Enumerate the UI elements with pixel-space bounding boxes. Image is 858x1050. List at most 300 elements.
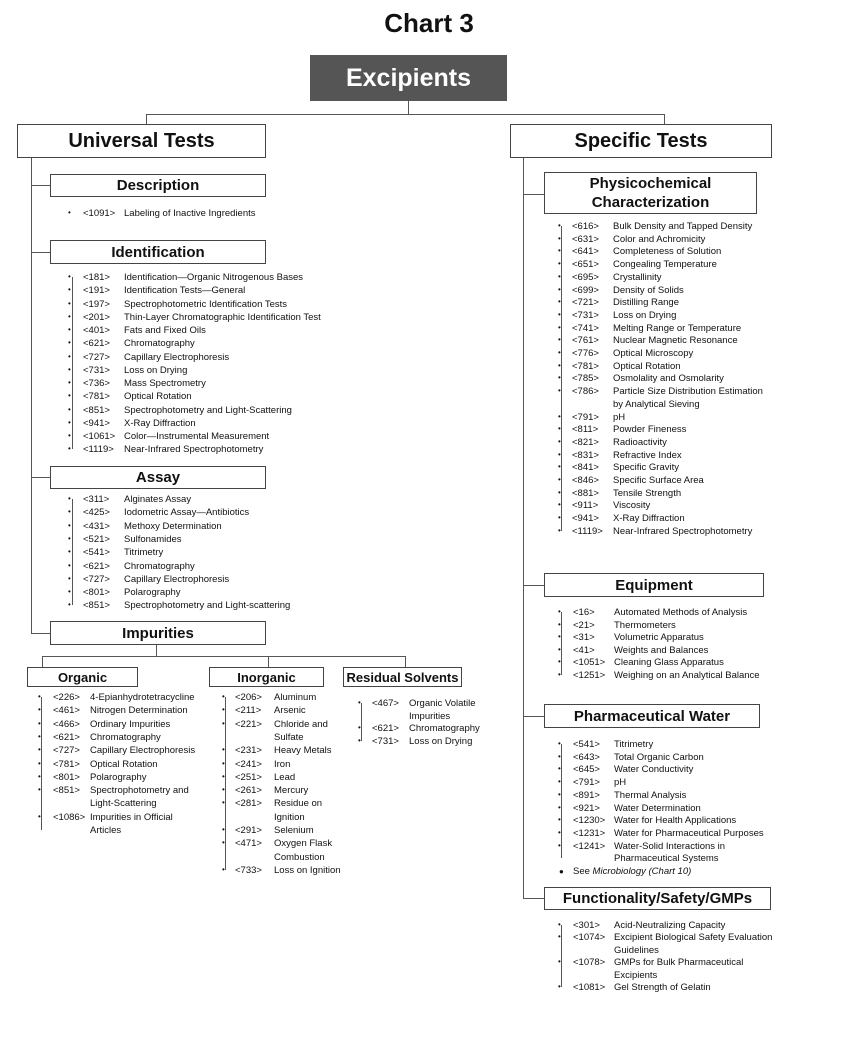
test-code: <541>	[573, 739, 600, 750]
test-code: <851>	[83, 404, 110, 416]
bullet: •	[558, 462, 561, 472]
test-code: <721>	[572, 297, 599, 309]
test-code: <851>	[53, 785, 80, 797]
bullet: •	[68, 311, 71, 321]
test-name: X-Ray Diffraction	[124, 417, 196, 429]
test-code: <16>	[573, 607, 595, 618]
bullet: ●	[559, 867, 564, 876]
list-connector-line	[72, 277, 73, 449]
test-name: Organic Volatile	[409, 698, 476, 709]
connector	[42, 656, 43, 667]
connector	[31, 477, 50, 478]
test-name: GMPs for Bulk Pharmaceutical	[614, 957, 744, 969]
test-name: Aluminum	[274, 692, 317, 703]
bullet: •	[558, 436, 561, 446]
test-code: <1231>	[573, 827, 606, 839]
test-name: Melting Range or Temperature	[613, 322, 742, 334]
test-code: <741>	[572, 322, 599, 334]
functionality-header: Functionality/Safety/GMPs	[544, 887, 771, 910]
test-name: Chromatography	[124, 560, 195, 572]
connector	[523, 716, 544, 717]
physicochemical-header	[544, 172, 757, 214]
test-name: Optical Rotation	[613, 360, 681, 372]
test-code: <891>	[573, 789, 600, 801]
impurities-header: Impurities	[50, 621, 266, 645]
test-code: <21>	[573, 619, 595, 631]
test-code: <231>	[235, 745, 262, 757]
bullet: •	[558, 827, 561, 837]
test-code: <791>	[573, 777, 600, 789]
test-name: Near-Infrared Spectrophotometry	[613, 525, 753, 537]
test-code: <781>	[83, 391, 110, 403]
specific-tests-header: Specific Tests	[510, 124, 772, 158]
bullet: •	[38, 692, 41, 701]
connector	[146, 114, 147, 124]
bullet: •	[68, 573, 71, 583]
test-name: Loss on Drying	[613, 309, 677, 321]
test-code: <311>	[83, 494, 110, 505]
test-code: <651>	[572, 259, 599, 271]
bullet: •	[558, 657, 561, 667]
test-name: Thin-Layer Chromatographic Identification Test	[124, 311, 321, 323]
universal-tests-header: Universal Tests	[17, 124, 266, 158]
bullet: •	[222, 745, 225, 755]
test-code: <731>	[572, 309, 599, 321]
test-code: <731>	[83, 364, 110, 376]
test-code: <733>	[235, 864, 262, 876]
connector	[664, 114, 665, 124]
test-code: <1051>	[573, 657, 606, 669]
test-code: <941>	[83, 417, 110, 429]
test-name: Congealing Temperature	[613, 259, 717, 271]
bullet: •	[38, 705, 41, 715]
bullet: •	[558, 360, 561, 370]
bullet: •	[358, 698, 361, 707]
test-name: Specific Surface Area	[613, 475, 704, 486]
test-code: <841>	[572, 462, 599, 474]
test-code: <281>	[235, 798, 262, 810]
test-code: <31>	[573, 632, 595, 644]
test-code: <1251>	[573, 670, 606, 681]
bullet: •	[222, 692, 225, 701]
test-code: <261>	[235, 785, 262, 797]
test-code: <1061>	[83, 431, 116, 442]
test-code: <727>	[83, 351, 110, 363]
bullet: •	[358, 723, 361, 733]
inorganic-header: Inorganic	[209, 667, 324, 687]
test-name: Impurities in Official	[90, 811, 173, 823]
bullet: •	[558, 670, 561, 679]
bullet: •	[558, 957, 561, 967]
bullet: •	[558, 411, 561, 421]
test-code: <736>	[83, 378, 110, 389]
bullet: •	[558, 284, 561, 294]
test-code: <1230>	[573, 815, 606, 827]
test-name: Cleaning Glass Apparatus	[614, 657, 724, 669]
list-connector-line	[41, 697, 42, 830]
test-name: Total Organic Carbon	[614, 751, 704, 763]
bullet: •	[558, 525, 561, 535]
test-code: <41>	[573, 644, 595, 656]
root-node-excipients: Excipients	[310, 55, 507, 101]
chart-title: Chart 3	[384, 8, 474, 38]
test-code: <251>	[235, 771, 262, 783]
bullet: •	[222, 798, 225, 808]
test-name: Oxygen Flask	[274, 838, 333, 850]
test-code: <541>	[83, 547, 110, 559]
test-name: Ignition	[274, 811, 305, 823]
bullet: •	[558, 840, 561, 850]
bullet: •	[68, 494, 71, 503]
test-name: Water Determination	[614, 802, 701, 814]
bullet: •	[68, 325, 71, 334]
bullet: •	[68, 520, 71, 530]
test-name: Weighing on an Analytical Balance	[614, 670, 760, 681]
test-name: Weights and Balances	[614, 644, 709, 656]
test-name: Viscosity	[613, 500, 651, 512]
connector	[156, 645, 157, 656]
bullet: •	[68, 533, 71, 543]
test-name: Loss on Ignition	[274, 864, 341, 876]
test-code: <645>	[573, 764, 600, 776]
connector	[405, 656, 406, 667]
bullet: •	[558, 920, 561, 929]
test-code: <785>	[572, 373, 599, 385]
identification-header: Identification	[50, 240, 266, 264]
bullet: •	[68, 272, 71, 281]
test-name: Identification Tests—General	[124, 285, 246, 297]
test-name: Residue on	[274, 798, 323, 810]
test-name: Near-Infrared Spectrophotometry	[124, 444, 264, 456]
test-code: <425>	[83, 507, 110, 519]
test-name: Automated Methods of Analysis	[614, 607, 748, 618]
test-code: <881>	[572, 487, 599, 499]
test-name: Articles	[90, 825, 122, 836]
test-name: Sulfate	[274, 731, 304, 743]
test-name: Alginates Assay	[124, 494, 192, 505]
test-name: Polarography	[90, 771, 147, 783]
test-code: <801>	[53, 771, 80, 783]
physicochemical-title-line2: Characterization	[591, 194, 710, 211]
test-name: Acid-Neutralizing Capacity	[614, 920, 726, 931]
test-code: <941>	[572, 513, 599, 525]
bullet: •	[38, 731, 41, 741]
test-code: <181>	[83, 272, 110, 283]
test-name: Color—Instrumental Measurement	[124, 431, 270, 442]
bullet: •	[558, 739, 561, 748]
bullet: •	[558, 386, 561, 396]
test-name: Capillary Electrophoresis	[124, 351, 230, 363]
bullet: •	[222, 705, 225, 715]
test-name: Capillary Electrophoresis	[90, 745, 196, 757]
test-code: <911>	[572, 500, 599, 512]
test-code: <781>	[572, 360, 599, 372]
bullet: •	[68, 338, 71, 348]
test-code: <616>	[572, 221, 599, 232]
test-code: <241>	[235, 758, 262, 770]
list-connector-line	[72, 499, 73, 605]
test-name: Water for Health Applications	[614, 815, 737, 827]
test-code: <467>	[372, 698, 399, 709]
test-code: <521>	[83, 533, 110, 545]
test-code: <727>	[53, 745, 80, 757]
bullet: •	[558, 982, 561, 991]
test-name: Gel Strength of Gelatin	[614, 982, 711, 993]
bullet: •	[558, 487, 561, 497]
test-name: Loss on Drying	[124, 364, 188, 376]
test-code: <781>	[53, 758, 80, 770]
test-name: Optical Rotation	[90, 758, 158, 770]
test-code: <695>	[572, 271, 599, 283]
list-connector-line	[561, 226, 562, 531]
bullet: •	[68, 417, 71, 427]
test-code: <621>	[372, 723, 399, 735]
list-connector-line	[561, 612, 562, 675]
bullet: •	[558, 644, 561, 654]
test-code: <1119>	[572, 525, 603, 537]
bullet: •	[68, 507, 71, 517]
test-name: Polarography	[124, 587, 181, 599]
test-name: pH	[613, 411, 626, 423]
bullet: •	[38, 811, 41, 821]
test-name: Density of Solids	[613, 284, 684, 296]
test-name: Fats and Fixed Oils	[124, 325, 206, 336]
test-name: Spectrophotometry and Light-Scattering	[124, 404, 292, 416]
test-name: Iodometric Assay—Antibiotics	[124, 507, 250, 519]
test-name: Water Conductivity	[614, 764, 694, 776]
bullet: •	[558, 259, 561, 269]
bullet: •	[68, 587, 71, 597]
test-name: Nitrogen Determination	[90, 705, 188, 717]
bullet: •	[558, 221, 561, 230]
test-code: <221>	[235, 718, 262, 730]
bullet: •	[558, 475, 561, 484]
test-code: <621>	[53, 731, 80, 743]
bullet: •	[558, 932, 561, 942]
bullet: •	[68, 298, 71, 308]
test-name: Chromatography	[90, 731, 161, 743]
bullet: •	[558, 815, 561, 825]
bullet: •	[558, 500, 561, 510]
bullet: •	[38, 718, 41, 728]
test-code: <466>	[53, 718, 80, 730]
test-name: Titrimetry	[124, 547, 164, 559]
bullet: •	[558, 233, 561, 243]
bullet: •	[558, 777, 561, 787]
test-name: Capillary Electrophoresis	[124, 573, 230, 585]
list-connector-line	[225, 697, 226, 870]
bullet: •	[222, 758, 225, 768]
bullet: •	[68, 431, 71, 440]
test-code: <643>	[573, 751, 600, 763]
bullet: •	[558, 373, 561, 383]
test-name: Loss on Drying	[409, 735, 473, 747]
test-name: Combustion	[274, 851, 325, 863]
test-code: <801>	[83, 587, 110, 599]
bullet: •	[558, 348, 561, 357]
test-name: Powder Fineness	[613, 424, 687, 436]
assay-header: Assay	[50, 466, 266, 489]
test-code: <731>	[372, 735, 399, 747]
bullet: •	[68, 378, 71, 387]
bullet: •	[558, 764, 561, 774]
test-name: Specific Gravity	[613, 462, 679, 474]
connector	[31, 252, 50, 253]
test-code: <786>	[572, 386, 599, 398]
test-name: Labeling of Inactive Ingredients	[124, 208, 256, 219]
bullet: •	[222, 785, 225, 795]
test-code: <921>	[573, 802, 600, 814]
test-code: <1078>	[573, 957, 606, 969]
test-code: <1086>	[53, 811, 86, 823]
test-code: <699>	[572, 284, 599, 296]
test-name: Sulfonamides	[124, 533, 182, 545]
connector	[408, 101, 409, 114]
test-code: <1091>	[83, 208, 116, 219]
test-code: <301>	[573, 920, 600, 931]
bullet: •	[68, 391, 71, 401]
connector	[523, 194, 544, 195]
test-code: <621>	[83, 560, 110, 572]
bullet: •	[558, 607, 561, 616]
test-name: Pharmaceutical Systems	[614, 853, 719, 865]
equipment-header: Equipment	[544, 573, 764, 597]
bullet: •	[68, 351, 71, 361]
test-name: Heavy Metals	[274, 745, 332, 757]
bullet: •	[558, 789, 561, 799]
test-name: Thermometers	[614, 619, 676, 631]
test-name: Titrimetry	[614, 739, 654, 750]
bullet: •	[358, 735, 361, 745]
bullet: •	[68, 285, 71, 295]
see-prefix: See	[573, 866, 593, 877]
test-name: Mercury	[274, 785, 309, 797]
test-name: Water-Solid Interactions in	[614, 840, 726, 852]
test-code: <1074>	[573, 932, 606, 944]
test-code: <431>	[83, 520, 110, 532]
bullet: •	[38, 785, 41, 795]
test-name: Optical Microscopy	[613, 348, 694, 359]
test-name: Light-Scattering	[90, 798, 157, 810]
connector	[31, 633, 50, 634]
test-name: Excipient Biological Safety Evaluation	[614, 932, 773, 944]
test-code: <831>	[572, 449, 599, 461]
test-name: Thermal Analysis	[614, 789, 687, 801]
bullet: •	[222, 838, 225, 848]
test-name: Guidelines	[614, 944, 659, 956]
bullet: •	[38, 745, 41, 755]
bullet: •	[558, 449, 561, 459]
test-name: Color and Achromicity	[613, 233, 706, 245]
test-name: Distilling Range	[613, 297, 680, 309]
test-code: <1119>	[83, 444, 114, 456]
test-code: <846>	[572, 475, 599, 486]
test-name: Spectrophotometry and	[90, 785, 189, 797]
connector	[523, 158, 524, 898]
test-code: <201>	[83, 311, 110, 323]
test-name: Mass Spectrometry	[124, 378, 206, 389]
test-name: Lead	[274, 771, 296, 783]
test-name: Arsenic	[274, 705, 306, 717]
bullet: •	[68, 404, 71, 414]
bullet: •	[222, 771, 225, 781]
bullet: •	[558, 335, 561, 345]
test-code: <791>	[572, 411, 599, 423]
list-connector-line	[361, 703, 362, 741]
organic-header: Organic	[27, 667, 138, 687]
physicochemical-title-line1: Physicochemical	[589, 175, 712, 192]
test-code: <197>	[83, 298, 110, 310]
test-name: Osmolality and Osmolarity	[613, 373, 724, 385]
residual-solvents-header: Residual Solvents	[343, 667, 462, 687]
test-name: Methoxy Determination	[124, 520, 222, 532]
test-name: Excipients	[614, 969, 658, 981]
see-microbiology-reference	[573, 866, 691, 877]
bullet: •	[38, 758, 41, 768]
connector	[42, 656, 405, 657]
test-name: Refractive Index	[613, 449, 682, 461]
bullet: •	[558, 802, 561, 812]
test-name: by Analytical Sieving	[613, 398, 700, 410]
bullet: •	[68, 547, 71, 557]
test-name: Chloride and	[274, 718, 328, 730]
bullet: •	[558, 619, 561, 629]
test-code: <631>	[572, 233, 599, 245]
test-name: Radioactivity	[613, 436, 667, 448]
test-code: <461>	[53, 705, 80, 717]
test-code: <727>	[83, 573, 110, 585]
test-name: Water for Pharmaceutical Purposes	[614, 827, 764, 839]
test-code: <811>	[572, 424, 599, 436]
test-code: <291>	[235, 825, 262, 836]
test-code: <641>	[572, 246, 599, 258]
test-code: <851>	[83, 600, 110, 612]
test-code: <471>	[235, 838, 262, 850]
test-name: Bulk Density and Tapped Density	[613, 221, 753, 232]
test-name: Tensile Strength	[613, 487, 682, 499]
test-code: <821>	[572, 436, 599, 448]
bullet: •	[68, 600, 71, 610]
test-name: Optical Rotation	[124, 391, 192, 403]
test-code: <211>	[235, 705, 262, 717]
connector	[31, 158, 32, 633]
test-name: Spectrophotometric Identification Tests	[124, 298, 287, 310]
bullet: •	[38, 771, 41, 781]
bullet: •	[222, 864, 225, 874]
test-code: <401>	[83, 325, 110, 336]
test-name: Completeness of Solution	[613, 246, 722, 258]
bullet: •	[558, 424, 561, 434]
list-connector-line	[561, 925, 562, 987]
test-name: Ordinary Impurities	[90, 718, 171, 730]
test-name: Chromatography	[409, 723, 480, 735]
test-name: Spectrophotometry and Light-scattering	[124, 600, 291, 612]
test-name: Volumetric Apparatus	[614, 632, 704, 644]
test-name: pH	[614, 777, 627, 789]
bullet: •	[558, 271, 561, 281]
test-code: <761>	[572, 335, 599, 347]
bullet: •	[558, 246, 561, 256]
test-code: <226>	[53, 692, 80, 703]
description-header: Description	[50, 174, 266, 197]
bullet: •	[558, 632, 561, 642]
test-code: <206>	[235, 692, 262, 703]
test-code: <776>	[572, 348, 599, 359]
test-code: <1241>	[573, 840, 606, 852]
test-name: Crystallinity	[613, 271, 662, 283]
test-name: Nuclear Magnetic Resonance	[613, 335, 738, 347]
connector	[268, 656, 269, 667]
